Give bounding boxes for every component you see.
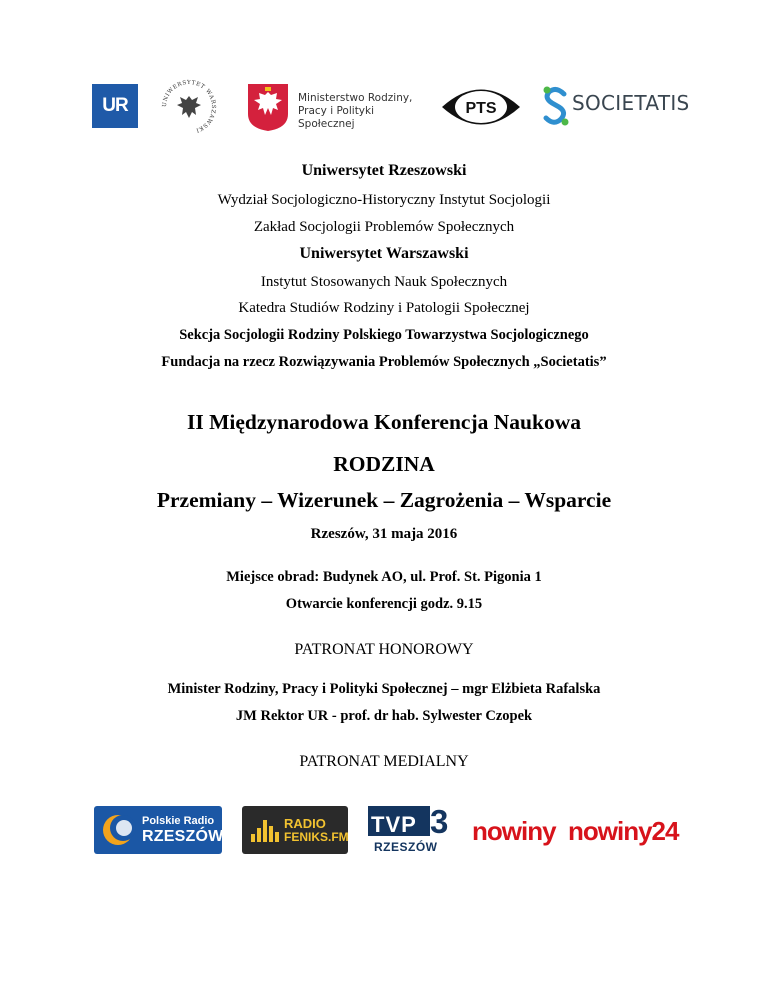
pts-logo [440,82,522,132]
ur-logo [92,84,138,128]
uw-ring-text: UNIWERSYTET WARSZAWSKI [161,79,217,133]
foundation-name: Fundacja na rzecz Rozwiązywania Problemów Społecznych „Societatis” [161,354,607,370]
ministry-logo-line2: Pracy i Polityki Społecznej [298,105,375,130]
conference-title: II Międzynarodowa Konferencja Naukowa [187,410,581,434]
uw-logo [160,78,218,136]
nowiny-text: nowiny [472,816,556,846]
societatis-logo [542,84,692,128]
tvp-box [368,806,430,836]
honorary-patron-minister: Minister Rodziny, Pracy i Polityki Społecznej – mgr Elżbieta Rafalska [167,681,601,697]
ur-logo-text: UR [102,95,128,116]
pts-section: Sekcja Socjologii Rodziny Polskiego Towarzystwa Socjologicznego [179,327,589,343]
conference-opening: Otwarcie konferencji godz. 9.15 [285,596,483,612]
honorary-patron-rector: JM Rektor UR - prof. dr hab. Sylwester Czopek [235,708,533,724]
ur-faculty: Wydział Socjologiczno-Historyczny Instytut Socjologii [217,192,551,208]
radio-feniks-logo [242,806,348,854]
feniks-text-2: FENIKS.FM [284,830,349,844]
ministry-logo-text [298,92,428,131]
tvp-letters: TVP [371,812,417,837]
pts-logo-text: PTS [465,100,497,117]
tvp-number: 3 [430,803,449,840]
pts-eye-icon [440,82,522,132]
tvp3-rzeszow-logo [368,802,454,858]
media-heading: PATRONAT MEDIALNY [299,753,469,770]
ministry-logo-line1: Ministerstwo Rodziny, [298,92,413,104]
nowiny24-text: nowiny24 [568,816,679,846]
feniks-equalizer-icon [247,806,283,854]
uw-institute: Instytut Stosowanych Nauk Społecznych [260,274,508,290]
ur-department: Zakład Socjologii Problemów Społecznych [253,219,515,235]
uw-department: Katedra Studiów Rodziny i Patologii Społecznej [238,300,530,316]
tvp-city: RZESZÓW [374,840,438,854]
polish-eagle-crest-icon [246,82,290,132]
societatis-logo-text: SOCIETATIS [572,91,690,115]
polskie-radio-rzeszow-logo [94,806,222,854]
ministry-logo [246,82,426,132]
uw-name: Uniwersytet Warszawski [299,245,469,262]
prr-big-text: RZESZÓW [142,828,224,845]
organizer-logos [0,78,768,138]
conference-venue: Miejsce obrad: Budynek AO, ul. Prof. St. Pigonia 1 [226,569,542,585]
honorary-heading: PATRONAT HONOROWY [294,641,474,658]
societatis-s-icon [542,84,570,128]
conference-subtitle: Przemiany – Wizerunek – Zagrożenia – Wsparcie [156,488,612,512]
polskie-radio-crescent-icon [98,806,138,854]
conference-theme: RODZINA [333,452,435,476]
feniks-text-1: RADIO [284,816,326,831]
uw-eagle-seal-icon [160,78,218,136]
ur-name: Uniwersytet Rzeszowski [301,162,467,179]
nowiny-logo [472,816,702,850]
media-logos [0,802,768,862]
prr-small-text: Polskie Radio [142,815,215,827]
conference-place-date: Rzeszów, 31 maja 2016 [310,526,458,542]
